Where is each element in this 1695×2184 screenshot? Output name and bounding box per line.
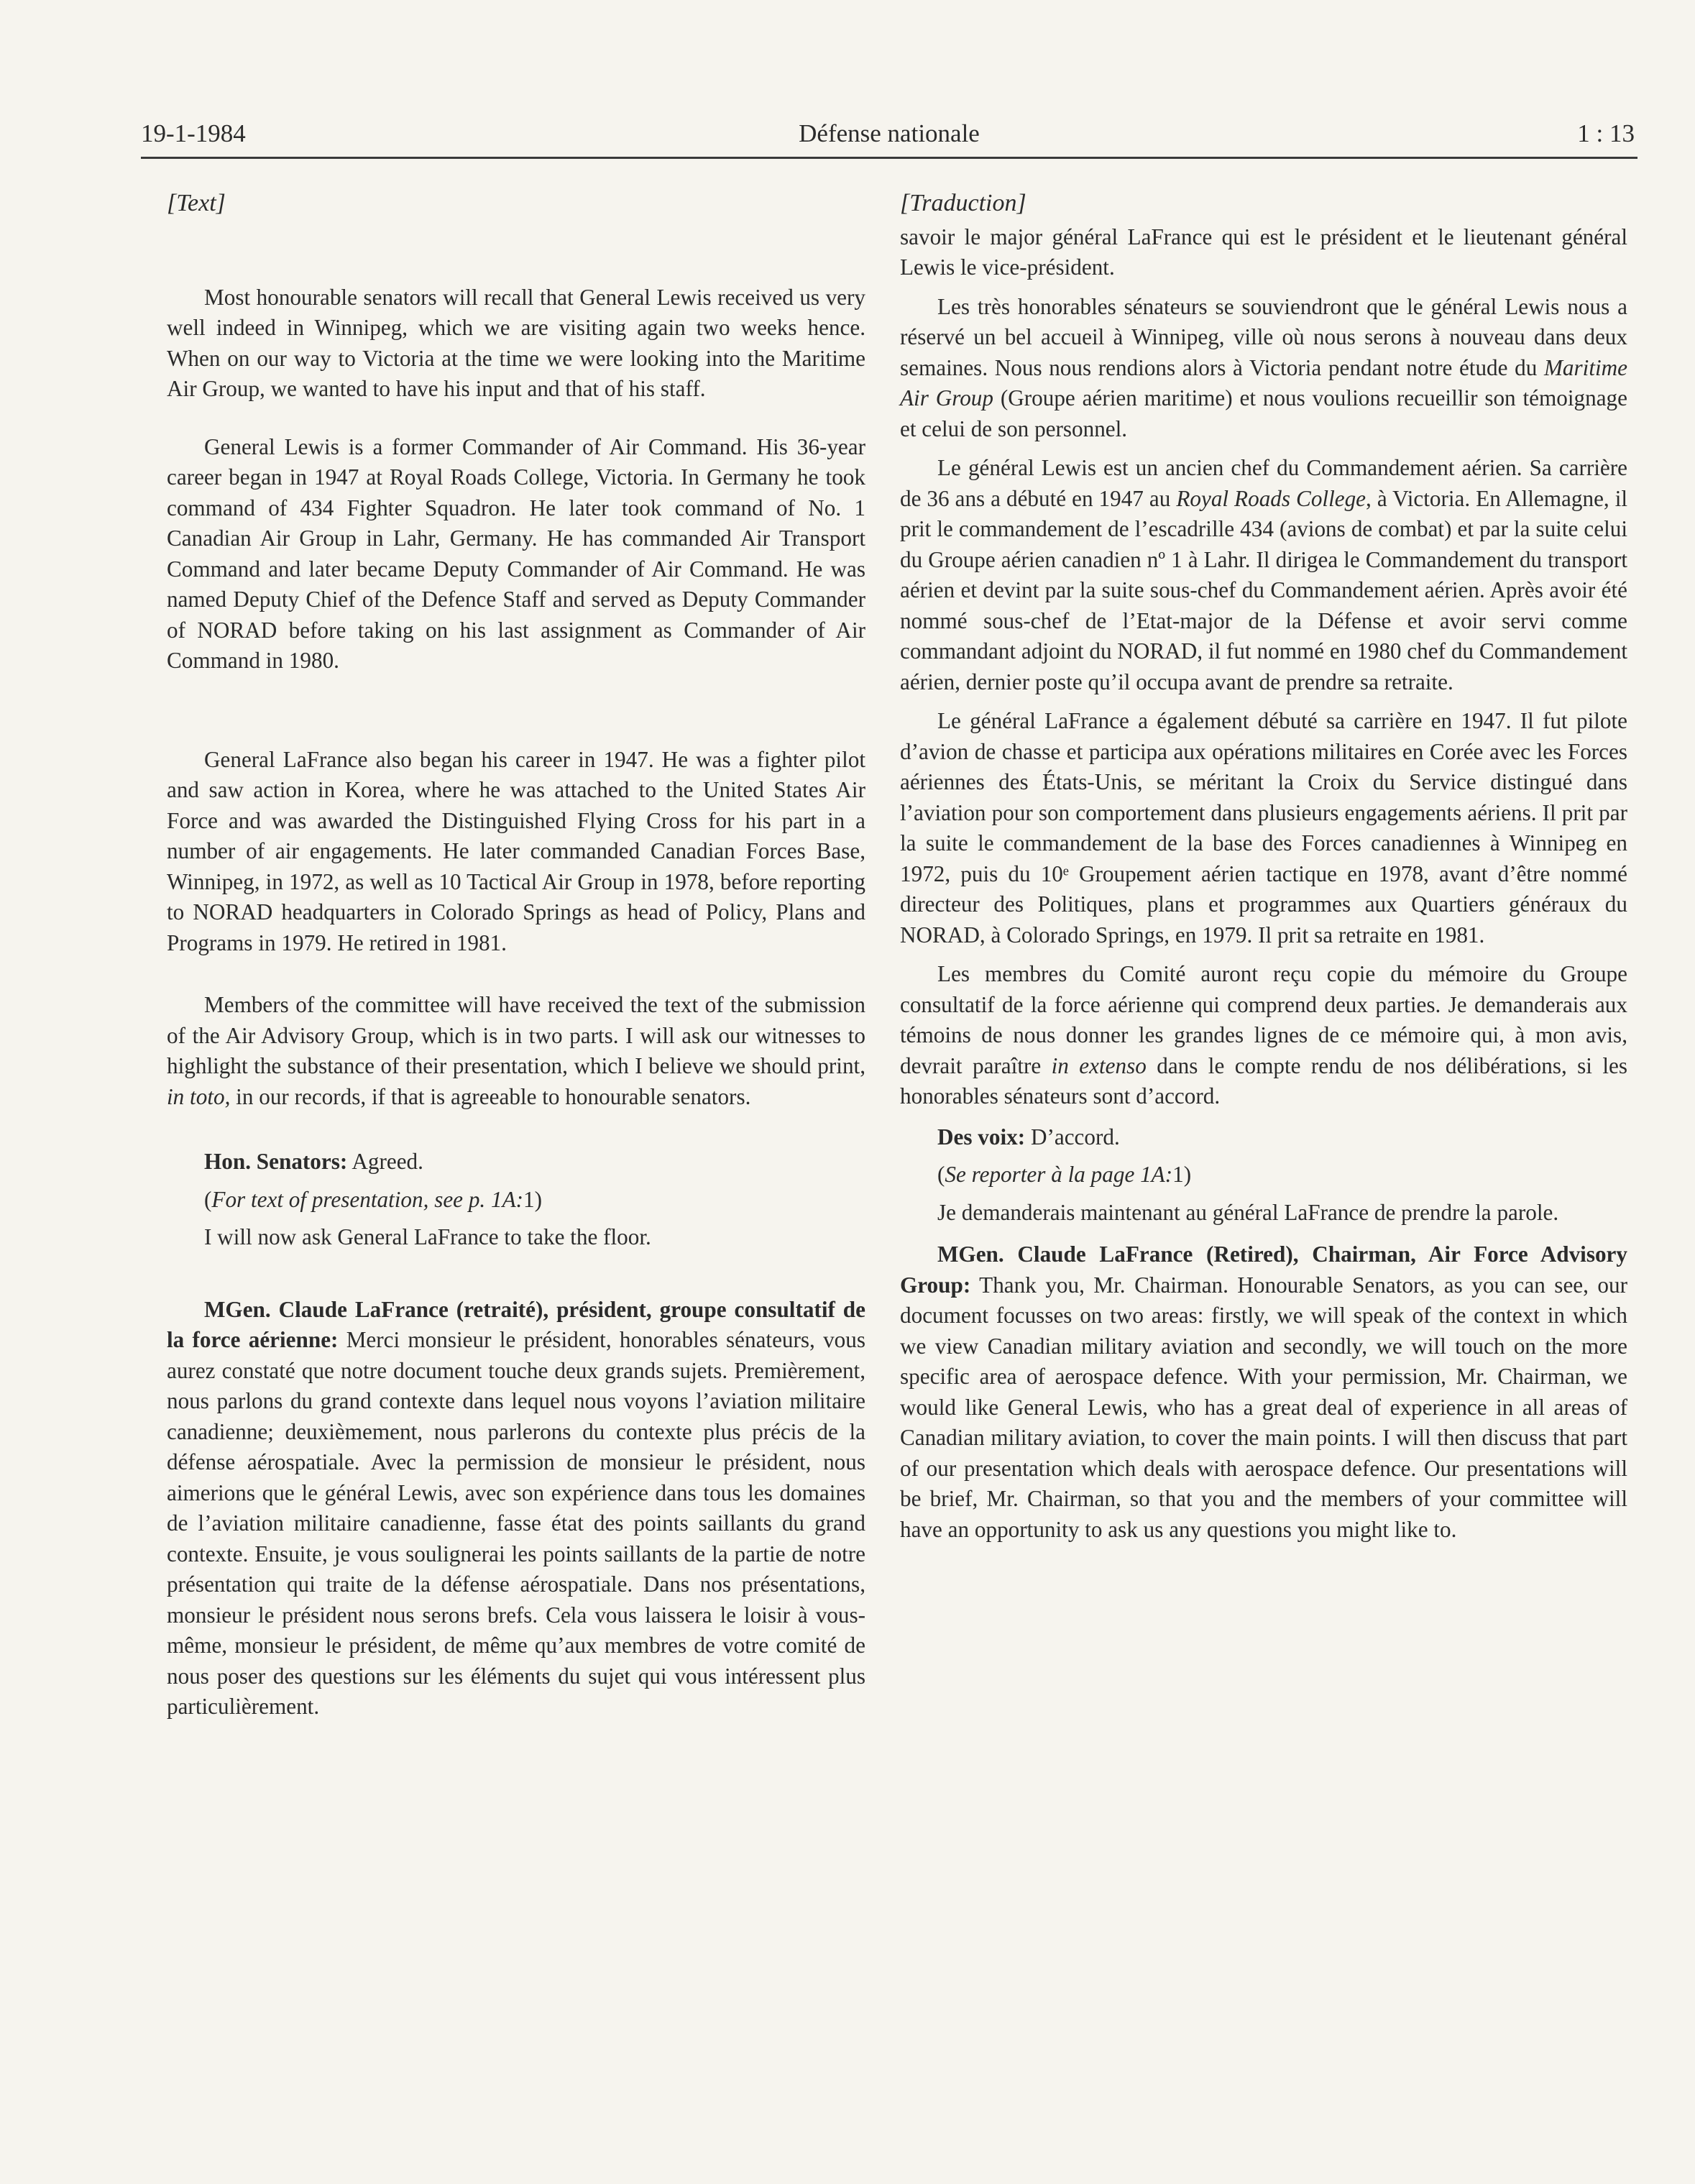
speaker-name: Hon. Senators: [204,1149,348,1174]
header-page-number: 1 : 13 [1577,119,1635,147]
header-date: 19-1-1984 [141,119,246,147]
paragraph-senators-agreed: Hon. Senators: Agreed. [204,1149,423,1174]
paragraph-des-voix: Des voix: D’accord. [937,1124,1120,1150]
speaker-name: MGen. Claude LaFrance (Retired), Chairman, Air Force Advisory Group: [900,1242,1627,1298]
left-column [167,188,865,1722]
speaker-name: Des voix: [937,1124,1026,1150]
right-column [900,188,1627,1545]
paragraph-lafrance-carriere: Le général LaFrance a également débuté sa carrière en 1947. Il fut pilote d’avion de chasse et participa aux opérations militaires en Corée avec les Forces aériennes des États-Unis, se méritant la Croix du Service distingué dans l’aviation pour son comportement dans plusieurs engagements aériens. Il prit par la suite le commandement de la base des Forces canadiennes à Winnipeg en 1972, puis du 10ᵉ Groupement aérien tactique en 1978, avant d’être nommé directeur des Politiques, plans et programmes aux Quartiers généraux du NORAD, à Colorado Springs, en 1979. Il prit sa retraite en 1981. [900,708,1627,948]
paragraph-lafrance-career: General LaFrance also began his career in 1947. He was a fighter pilot and saw action in Korea, where he was attached to the United States Air Force and was awarded the Distinguished Flying Cross for his part in a number of air engagements. He later commanded Canadian Forces Base, Winnipeg, in 1972, as well as 10 Tactical Air Group in 1978, before reporting to NORAD headquarters in Colorado Springs as head of Policy, Plans and Programs in 1979. He retired in 1981. [167,746,865,955]
speaker-name: MGen. Claude LaFrance (retraité), président, groupe consultatif de la force aérienne: [167,1296,865,1352]
paragraph-lewis-career: General Lewis is a former Commander of Air Command. His 36-year career began in 1947 at Royal Roads College, Victoria. In Germany he took command of 434 Fighter Squadron. He later took command of No. 1 Canadian Air Group in Lahr, Germany. He has commanded Air Transport Command and later became Deputy Commander of Air Command. He was named Deputy Chief of the Defence Staff and served as Deputy Commander of NORAD before taking on his last assignment as Commander of Air Command in 1980. [167,433,865,673]
paragraph-reporter: (Se reporter à la page 1A:1) [937,1162,1192,1187]
paragraph-lewis-accueil: Les très honorables sénateurs se souviendront que le général Lewis nous a réservé un bel accueil à Winnipeg, ville où nous serons à nouveau dans deux semaines. Nous nous rendions alors à Victoria pendant notre étude du Maritime Air Group (Groupe aérien maritime) et nous voulions recueillir son témoignage et celui de son personnel. [900,293,1628,441]
paragraph-lewis-welcome: Most honourable senators will recall that General Lewis received us very well indeed in Winnipeg, which we are visiting again two weeks hence. When on our way to Victoria at the time we were looking into the Maritime Air Group, we wanted to have his input and that of his staff. [167,284,865,401]
paragraph-memoire: Les membres du Comité auront reçu copie du mémoire du Groupe consultatif de la force aérienne qui comprend deux parties. Je demanderais aux témoins de nous donner les grandes lignes de ce mémoire qui, à mon avis, devrait paraître in extenso dans le compte rendu de nos délibérations, si les honorables sénateurs sont d’accord. [900,961,1628,1109]
header-title: Défense nationale [799,119,980,147]
paragraph-lafrance-statement: MGen. Claude LaFrance (retraité), président, groupe consultatif de la force aérienne: Merci monsieur le président, honorables sénateurs, vous aurez constaté que notre document touche deux grands sujets. Premièrement, nous parlons du grand contexte dans lequel nous voyons l’aviation militaire canadienne; deuxièmement, nous parlerons du contexte plus précis de la défense aérospatiale. Avec la permission de monsieur le président, nous aimerions que le général Lewis, avec son expérience dans tous les domaines de l’aviation militaire canadienne, fasse état des points saillants du grand contexte. Ensuite, je vous soulignerai les points saillants de la partie de notre présentation qui traite de la défense aérospatiale. Dans nos présentations, monsieur le président nous serons brefs. Cela vous laissera le loisir à vous-même, monsieur le président, de même qu’aux membres de votre comité de nous poser des questions sur les éléments du sujet qui vous intéressent plus particulièrement. [167,1296,866,1719]
page-header [141,114,1637,159]
paragraph-parole: Je demanderais maintenant au général LaFrance de prendre la parole. [937,1199,1559,1225]
paragraph-floor: I will now ask General LaFrance to take the floor. [204,1224,651,1249]
paragraph-presentation-ref: (For text of presentation, see p. 1A:1) [204,1186,543,1212]
paragraph-continuation: savoir le major général LaFrance qui est le président et le lieutenant général Lewis le vice-président. [900,224,1627,280]
paragraph-lafrance-statement-en: MGen. Claude LaFrance (Retired), Chairman, Air Force Advisory Group: Thank you, Mr. Chairman. Honourable Senators, as you can see, our document focusses on two areas: firstly, we will speak of the context in which we view Canadian military aviation and secondly, we will touch on the more specific area of aerospace defence. With your permission, Mr. Chairman, we would like General Lewis, who has a great deal of experience in all areas of Canadian military aviation, to cover the main points. I will then discuss that part of our presentation which deals with aerospace defence. Our presentations will be brief, Mr. Chairman, so that you and the members of your committee will have an opportunity to ask us any questions you might like to. [900,1242,1627,1542]
translation-tag: [Traduction] [900,190,1026,216]
paragraph-lewis-carriere: Le général Lewis est un ancien chef du Commandement aérien. Sa carrière de 36 ans a débuté en 1947 au Royal Roads College, à Victoria. En Allemagne, il prit le commandement de l’escadrille 434 (avions de combat) et par la suite celui du Groupe aérien canadien nº 1 à Lahr. Il dirigea le Commandement du transport aérien et devint par la suite sous-chef du Commandement aérien. Après avoir été nommé sous-chef de l’Etat-major de la Défense et avoir servi comme commandant adjoint du NORAD, il fut nommé en 1980 chef du Commandement aérien, dernier poste qu’il occupa avant de prendre sa retraite. [900,455,1628,694]
text-tag: [Text] [167,190,226,216]
paragraph-submission: Members of the committee will have received the text of the submission of the Air Advisory Group, which is in two parts. I will ask our witnesses to highlight the substance of their presentation, which I believe we should print, in toto, in our records, if that is agreeable to honourable senators. [167,992,865,1109]
